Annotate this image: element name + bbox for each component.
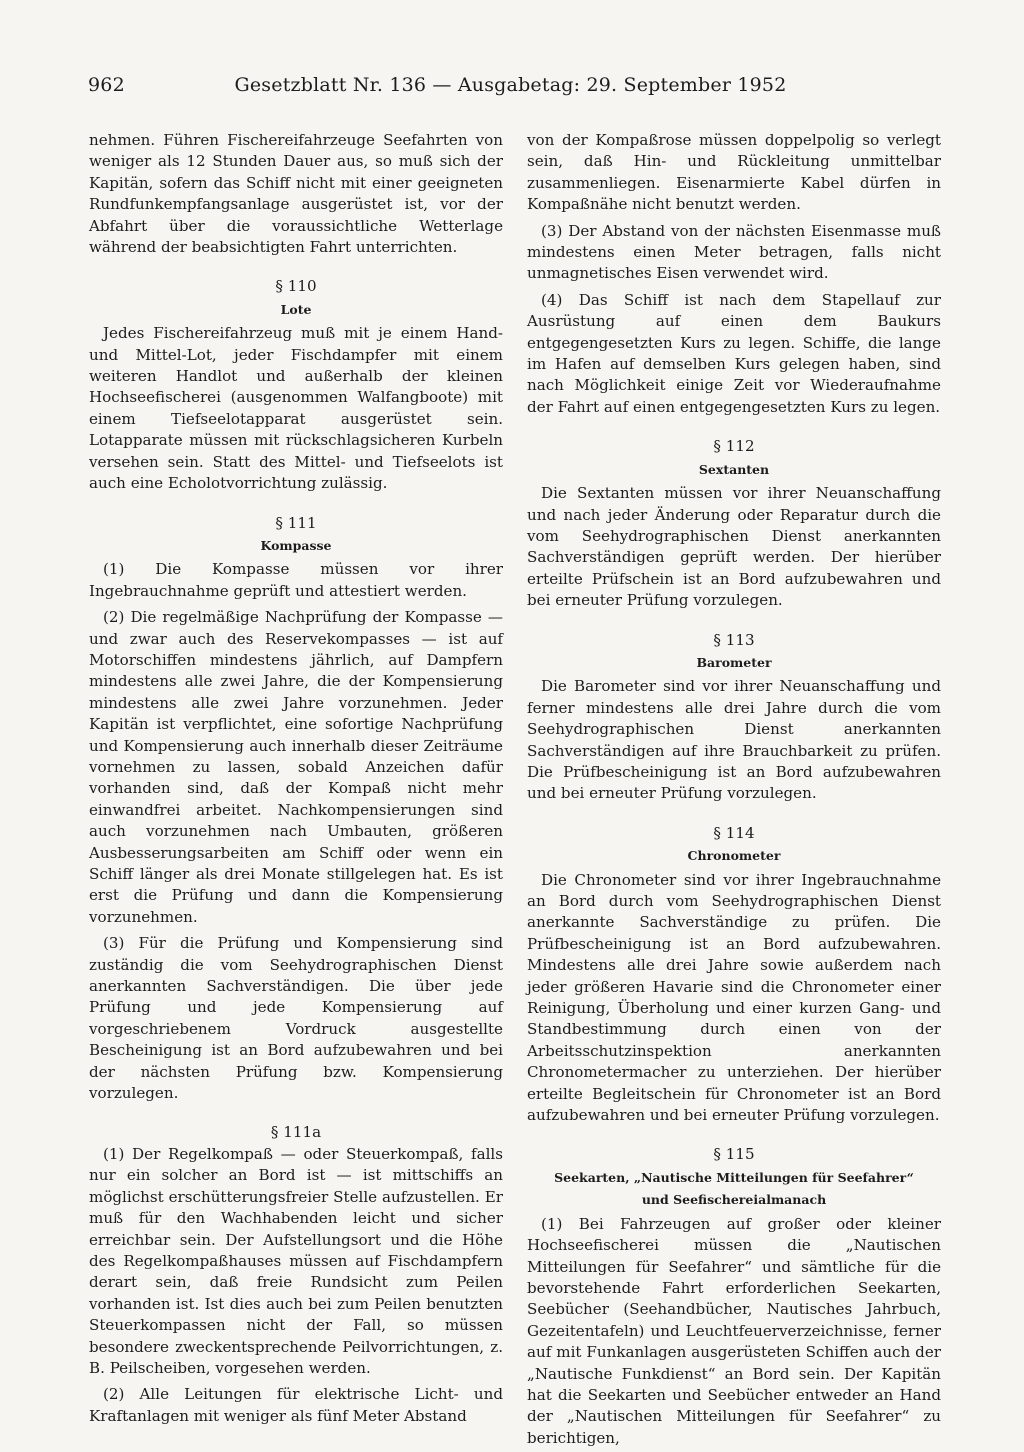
- paragraph: von der Kompaßrose müssen doppelpolig so verlegt sein, daß Hin- und Rückleitung unmittelbar zusammenliegen. Eisenarmierte Kabel dürfen in Kompaßnähe nicht benutzt werden.: [527, 131, 941, 214]
- section-number: § 113: [713, 630, 755, 649]
- page-number: 962: [88, 74, 125, 96]
- paragraph: (3) Der Abstand von der nächsten Eisenmasse muß mindestens einen Meter betragen, falls nicht unmagnetisches Eisen verwendet wird.: [527, 221, 941, 283]
- section-number: § 115: [713, 1145, 755, 1164]
- right-column: [527, 130, 941, 1447]
- paragraph: (4) Das Schiff ist nach dem Stapellauf zur Ausrüstung auf einen dem Baukurs entgegengesetzten Kurs zu legen. Schiffe, die lange im Hafen auf demselben Kurs gelegen haben, sind nach Möglichkeit einige Zeit vor Wiederaufnahme der Fahrt auf einen entgegengesetzten Kurs zu legen.: [527, 290, 941, 416]
- section-title: und Seefischereialmanach: [641, 1192, 827, 1208]
- section-title: Lote: [280, 301, 312, 317]
- section-title: Sextanten: [698, 461, 770, 477]
- paragraph: (1) Bei Fahrzeugen auf großer oder kleiner Hochseefischerei müssen die „Nautischen Mitteilungen für Seefahrer“ und sämtliche für die bevorstehende Fahrt erforderlichen Seekarten, Seebücher (Seehandbücher, Nautisches Jahrbuch, Gezeitentafeln) und Leuchtfeuerverzeichnisse, ferner auf mit Funkanlagen ausgerüsteten Schiffen auch der „Nautische Funkdienst“ an Bord sein. Der Kapitän hat die Seekarten und Seebücher entweder an Hand der „Nautischen Mitteilungen für Seefahrer“ zu berichtigen,: [527, 1214, 941, 1447]
- paragraph: (2) Alle Leitungen für elektrische Licht- und Kraftanlagen mit weniger als fünf Meter Abstand: [89, 1385, 503, 1425]
- section-title: Kompasse: [260, 537, 332, 553]
- section-number: § 111: [275, 513, 317, 532]
- paragraph: Die Barometer sind vor ihrer Neuanschaffung und ferner mindestens alle drei Jahre durch die vom Seehydrographischen Dienst anerkannten Sachverständigen auf ihre Brauchbarkeit zu prüfen. Die Prüfbescheinigung ist an Bord aufzubewahren und bei erneuter Prüfung vorzulegen.: [527, 677, 941, 803]
- paragraph: (1) Die Kompasse müssen vor ihrer Ingebrauchnahme geprüft und attestiert werden.: [89, 560, 503, 600]
- header-title: Gesetzblatt Nr. 136 — Ausgabetag: 29. September 1952: [234, 74, 787, 96]
- section-title: Seekarten, „Nautische Mitteilungen für Seefahrer“: [554, 1169, 914, 1185]
- paragraph: Die Chronometer sind vor ihrer Ingebrauchnahme an Bord durch vom Seehydrographischen Dienst anerkannte Sachverständige zu prüfen. Die Prüfbescheinigung ist an Bord aufzubewahren. Mindestens alle drei Jahre sowie außerdem nach jeder größeren Havarie sind die Chronometer einer Reinigung, Überholung und einer kurzen Gang- und Standbestimmung durch einen von der Arbeitsschutzinspektion anerkannten Chronometermacher zu unterziehen. Der hierüber erteilte Begleitschein für Chronometer ist an Bord aufzubewahren und bei erneuter Prüfung vorzulegen.: [527, 870, 941, 1125]
- section-number: § 111a: [270, 1123, 322, 1142]
- paragraph: Die Sextanten müssen vor ihrer Neuanschaffung und nach jeder Änderung oder Reparatur durch die vom Seehydrographischen Dienst anerkannten Sachverständigen geprüft werden. Der hierüber erteilte Prüfschein ist an Bord aufzubewahren und bei erneuter Prüfung vorzulegen.: [527, 484, 941, 610]
- section-number: § 110: [275, 277, 317, 296]
- paragraph: nehmen. Führen Fischereifahrzeuge Seefahrten von weniger als 12 Stunden Dauer aus, so muß sich der Kapitän, sofern das Schiff nicht mit einer geeigneten Rundfunkempfangsanlage ausgerüstet ist, vor der Abfahrt über die voraussichtliche Wetterlage während der beabsichtigten Fahrt unterrichten.: [89, 131, 503, 257]
- section-number: § 112: [713, 437, 755, 456]
- left-column: [89, 130, 503, 1430]
- paragraph: (1) Der Regelkompaß — oder Steuerkompaß, falls nur ein solcher an Bord ist — ist mittschiffs an möglichst erschütterungsfreier Stelle aufzustellen. Er muß für den Wachhabenden leicht und sicher erreichbar sein. Der Aufstellungsort und die Höhe des Regelkompaßhauses müssen auf Fischdampfern derart sein, daß freie Rundsicht zum Peilen vorhanden ist. Ist dies auch bei zum Peilen benutzten Steuerkompassen nicht der Fall, so müssen besondere zweckentsprechende Peilvorrichtungen, z. B. Peilscheiben, vorgesehen werden.: [89, 1144, 503, 1377]
- section-title: Chronometer: [687, 848, 781, 864]
- paragraph: (2) Die regelmäßige Nachprüfung der Kompasse — und zwar auch des Reservekompasses — ist auf Motorschiffen mindestens jährlich, auf Dampfern mindestens alle zwei Jahre, die der Kompensierung mindestens alle zwei Jahre vorzunehmen. Jeder Kapitän ist verpflichtet, eine sofortige Nachprüfung und Kompensierung auch innerhalb dieser Zeiträume vornehmen zu lassen, sobald Anzeichen dafür vorhanden sind, daß der Kompaß nicht mehr einwandfrei arbeitet. Nachkompensierungen sind auch vorzunehmen nach Umbauten, größeren Ausbesserungsarbeiten am Schiff oder wenn ein Schiff länger als drei Monate stillgelegen hat. Es ist erst die Prüfung und dann die Kompensierung vorzunehmen.: [89, 608, 503, 926]
- page-header: [88, 74, 933, 102]
- section-number: § 114: [713, 823, 755, 842]
- paragraph: (3) Für die Prüfung und Kompensierung sind zuständig die vom Seehydrographischen Dienst anerkannten Sachverständigen. Die über jede Prüfung und jede Kompensierung auf vorgeschriebenem Vordruck ausgestellte Bescheinigung ist an Bord aufzubewahren und bei der nächsten Prüfung bzw. Kompensierung vorzulegen.: [89, 934, 503, 1103]
- paragraph: Jedes Fischereifahrzeug muß mit je einem Hand- und Mittel-Lot, jeder Fischdampfer mit einem weiteren Handlot und außerhalb der kleinen Hochseefischerei (ausgenommen Walfangboote) mit einem Tiefseelotapparat ausgerüstet sein. Lotapparate müssen mit rückschlagsicheren Kurbeln versehen sein. Statt des Mittel- und Tiefseelots ist auch eine Echolotvorrichtung zulässig.: [89, 324, 503, 493]
- section-title: Barometer: [696, 654, 772, 670]
